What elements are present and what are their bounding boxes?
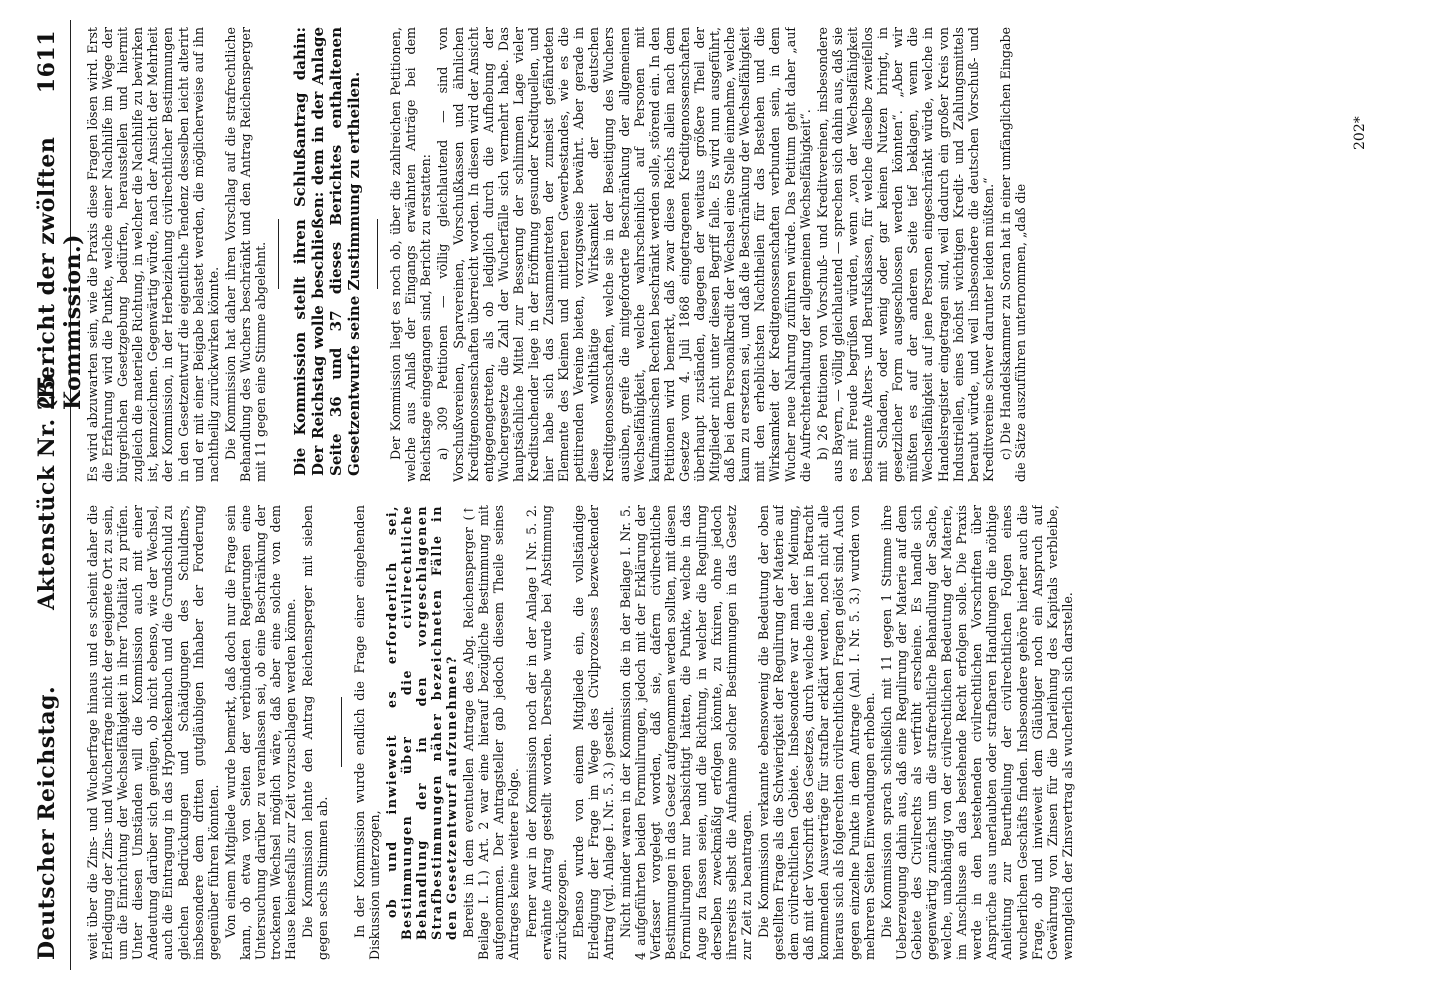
page-header bbox=[30, 20, 86, 970]
divider bbox=[377, 220, 378, 290]
digitization-note bbox=[1410, 90, 1428, 890]
divider bbox=[278, 220, 279, 290]
paragraph: In der Kommission wurde endlich die Frage einer eingehenden Diskussion unterzogen, bbox=[351, 505, 382, 960]
paragraph: Die Kommission hat daher ihren Vorschlag auf die strafrechtliche Behandlung des Wuchers beschränkt und den Antrag Reichensperger mit 11 gegen eine Stimme abgelehnt. bbox=[222, 27, 269, 482]
paragraph: weit über die Zins- und Wucherfrage hinaus und es scheint daher die Erledigung der Zins- und Wucherfrage nicht der geeignete Ort zu sein, um die Einrichtung der Wechselfähigkeit in ihrer Totalität zu prüfen. Unter diesen Umständen will die Kommission auch mit einer Andeutung darüber sich genügen, ob nicht ebenso, wie der Wechsel, auch die Eintragung in das Hypothekenbuch und die Grundschuld zu gleichen Bedrückungen und Schädigungen des Schuldners, insbesondere dem dritten gutgläubigen Inhaber der Forderung gegenüber führen könnten. bbox=[85, 505, 221, 960]
paragraph: Die Kommission lehnte den Antrag Reichensperger mit sieben gegen sechs Stimmen ab. bbox=[300, 505, 331, 960]
paragraph: Ebenso wurde von einem Mitgliede ein, die vollständige Erledigung der Frage im Wege des Civilprozesses bezweckender Antrag (vgl. Anlage I. Nr. 5. 3.) gestellt. bbox=[570, 505, 616, 960]
paragraph: Der Kommission liegt es noch ob, über die zahlreichen Petitionen, welche aus Anlaß der Eingangs erwähnten Anträge bei dem Reichstage eingegangen sind, Bericht zu erstatten: bbox=[388, 27, 434, 482]
question-paragraph: ob und inwieweit es erforderlich sei, Bestimmungen über die civilrechtliche Behandlung der in den vorgeschlagenen Strafbestimmungen näher bezeichneten Fälle in den Gesetzentwurf aufzunehmen? bbox=[383, 505, 460, 940]
paragraph: b) 26 Petitionen von Vorschuß- und Kreditvereinen, insbesondere aus Bayern, — völlig gleichlautend — sprechen sich dahin aus, daß sie es mit Freude begrüßen würden, wenn „von der Wechselfähigkeit bestimmte Alters- und Berufsklassen, für welche dieselbe zweifellos mit Schaden, oder wenig oder gar keinen Nutzen bringt, in gesetzlicher Form ausgeschlossen werden könnten“. „Aber wir müßten es auf der anderen Seite tief beklagen, wenn die Wechselfähigkeit auf jene Personen eingeschränkt würde, welche in Handelsregister eingetragen sind, weil dadurch ein großer Kreis von Industriellen, eines höchst wichtigen Kredit- und Zahlungsmittels beraubt würde, und weil insbesondere die deutschen Vorschuß- und Kreditvereine schwer darunter leiden müßten.“ bbox=[814, 27, 996, 482]
page-footer-number: 202* bbox=[1352, 116, 1368, 150]
paragraph: Nicht minder waren in der Kommission die in der Beilage I. Nr. 5. 4 aufgeführten beiden Formulirungen, jedoch mit der Erklärung der Verfasser vorgelegt worden, daß sie, dafern civilrechtliche Bestimmungen in das Gesetz aufgenommen werden sollten, mit diesen Formulirungen nur beabsichtigt hätten, die Punkte, welche in das Auge zu fassen seien, und die Richtung, in welcher die Regulirung derselben zweckmäßig erfolgen könnte, zu fixiren, ohne jedoch ihrerseits selbst die Aufnahme solcher Bestimmungen in das Gesetz zur Zeit zu beantragen. bbox=[618, 505, 754, 960]
left-column bbox=[85, 505, 1335, 960]
paragraph: Es wird abzuwarten sein, wie die Praxis diese Fragen lösen wird. Erst die Erfahrung wird die Punkte, welche einer Nachhilfe im Wege der bürgerlichen Gesetzgebung bedürfen, herausstellen und hiermit zugleich die materielle Richtung, in welcher die Nachhilfe zu bewirken ist, kennzeichnen. Gegenwärtig würde, nach der Ansicht der Mehrheit der Kommission, in der Herbeiziehung civilrechtlicher Bestimmungen in den Gesetzentwurf die eigentliche Tendenz desselben leicht alterirt und er mit einer Beigabe belastet werden, die möglicherweise auf ihn nachtheilig zurückwirken könnte. bbox=[85, 27, 221, 482]
paragraph: a) 309 Petitionen — völlig gleichlautend — sind von Vorschußvereinen, Sparvereinen, Vorschußkassen und ähnlichen Kreditgenossenschaften überreicht worden. In diesen wird der Ansicht entgegengetreten, als ob lediglich durch die Aufhebung der Wuchergesetze die Zahl der Wucherfälle sich vermehrt habe. Das hauptsächliche Mittel zur Besserung der schlimmen Lage vieler Kreditsuchender liege in der Eröffnung gesunder Kreditquellen, und hier habe sich das Zusammentreten der zumeist gefährdeten Elemente des Kleinen und mittleren Gewerbestandes, wie es die petitirenden Vereine bieten, vorzugsweise bewährt. Aber gerade in diese wohlthätige Wirksamkeit der deutschen Kreditgenossenschaften, welche sie in der Beseitigung des Wuchers ausüben, greife die mitgeforderte Beschränkung der allgemeinen Wechselfähigkeit, welche wahrscheinlich auf Personen mit kaufmännischen Rechten beschränkt werden solle, störend ein. In den Petitionen wird bemerkt, daß zwar diese Reichs allein nach dem Gesetze vom 4. Juli 1868 eingetragenen Kreditgenossenschaften überhaupt zuständen, dagegen der weitaus größere Theil der Mitglieder nicht unter diesen Begriff falle. Es wird nun ausgeführt, daß bei dem Personalkredit der Wechsel eine Stelle einnehme, welche kaum zu ersetzen sei, und daß die Beschränkung der Wechselfähigkeit mit den erheblichsten Nachtheilen für das Bestehen und die Wirksamkeit der Kreditgenossenschaften verbunden sein, in dem Wucher neue Nahrung zuführen würde. Das Petitum geht daher „auf die Aufrechterhaltung der allgemeinen Wechselfähigkeit“. bbox=[435, 27, 813, 482]
right-column bbox=[85, 27, 1335, 482]
divider bbox=[341, 698, 342, 768]
header-page-number: 1611 bbox=[34, 30, 60, 94]
header-title: Deutscher Reichstag. bbox=[34, 685, 60, 960]
paragraph: Die Kommission verkannte ebensowenig die Bedeutung der oben gestellten Frage als die Schwierigkeit der Regulirung der Materie auf dem civilrechtlichen Gebiete. Insbesondere war man der Meinung, daß mit der Vorschrift des Gesetzes, durch welche die hier in Betracht kommenden Ausverträge für strafbar erklärt werden, noch nicht alle hieraus sich als folgerechten civilrechtlichen Fragen gelöst sind. Auch gegen einzelne Punkte in dem Antrage (Anl. I. Nr. 5. 3.) wurden von mehreren Seiten Einwendungen erhoben. bbox=[755, 505, 877, 960]
final-proposal: Die Kommission stellt ihren Schlußantrag dahin: Der Reichstag wolle beschließen: dem in der Anlage Seite 36 und 37 dieses Berichtes enthaltenen Gesetzentwurfe seine Zustimmung zu ertheilen. bbox=[291, 27, 364, 476]
header-report-title: (Bericht der zwölften Kommission.) bbox=[34, 136, 86, 410]
header-document-number: Aktenstück Nr. 2⁄5. bbox=[34, 366, 60, 610]
paragraph: Die Kommission sprach schließlich mit 11 gegen 1 Stimme ihre Ueberzeugung dahin aus, daß eine Regulirung der Materie auf dem Gebiete des Civilrechts als verfrüht erscheine. Es handle sich gegenwärtig zunächst um die strafrechtliche Behandlung der Sache, welche, unabhängig von der civilrechtlichen Bedeutung der Materie, im Anschlusse an das bestehende Recht erfolgen solle. Die Praxis werde in den bestehenden civilrechtlichen Vorschriften über Ansprüche aus unerlaubten oder strafbaren Handlungen die nöthige Anleitung zur Beurtheilung der civilrechtlichen Folgen eines wucherlichen Geschäfts finden. Insbesondere gehöre hierher auch die Frage, ob und inwieweit dem Gläubiger noch ein Anspruch auf Gewährung von Zinsen für die Darleihung des Kapitals verbleibe, wenngleich der Zinsvertrag als wucherlich sich darstelle. bbox=[878, 505, 1075, 960]
paragraph: Ferner war in der Kommission noch der in der Anlage I Nr. 5. 2. erwähnte Antrag gestellt worden. Derselbe wurde bei Abstimmung zurückgezogen. bbox=[523, 505, 569, 960]
paragraph: Von einem Mitgliede wurde bemerkt, daß doch nur die Frage sein kann, ob etwa von Seiten der verbündeten Regierungen eine Untersuchung darüber zu veranlassen sei, ob eine Beschränkung der trockenen Wechsel möglich wäre, daß aber eine solche von dem Hause keinesfalls zur Zeit vorzuschlagen werden könne. bbox=[222, 505, 299, 960]
paragraph: c) Die Handelskammer zu Soran hat in einer umfänglichen Eingabe die Sätze auszuführen unternommen, „daß die bbox=[997, 27, 1028, 482]
paragraph: Bereits in dem eventuellen Antrage des Abg. Reichensperger (↑ Beilage I. 1.) Art. 2 war eine hierauf bezügliche Bestimmung mit aufgenommen. Der Antragsteller gab jedoch diesem Theile seines Antrages keine weitere Folge. bbox=[461, 505, 522, 960]
